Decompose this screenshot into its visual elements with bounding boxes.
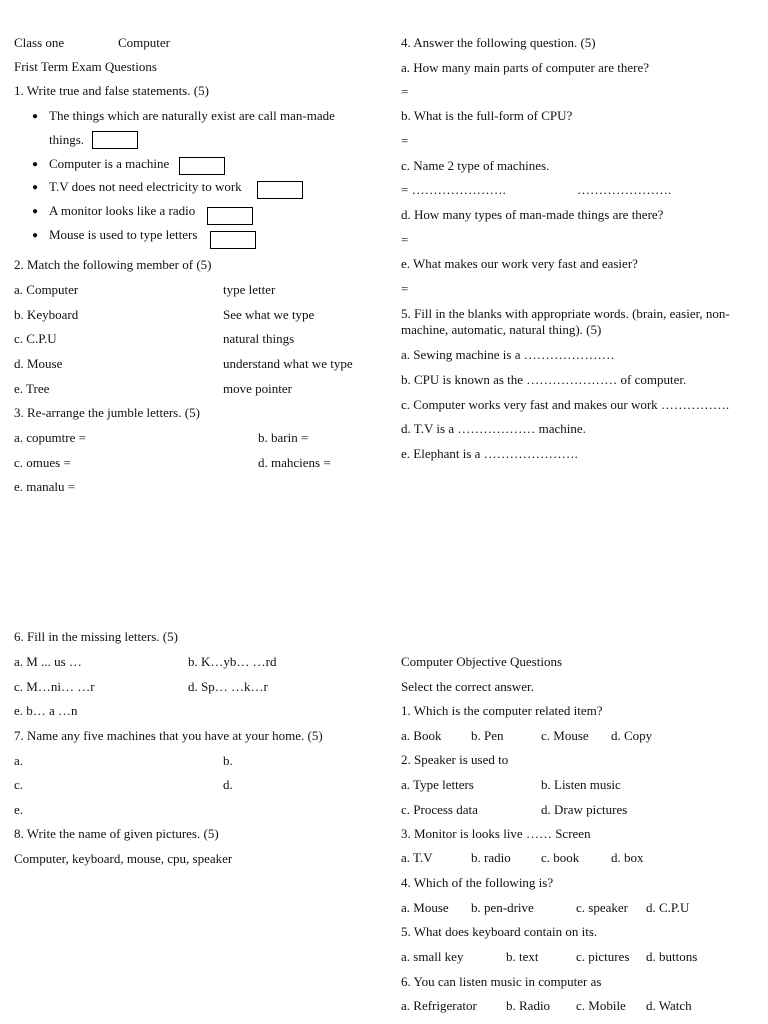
q1-answer-box-1[interactable] [92, 131, 138, 149]
q5-line: c. Computer works very fast and makes our work ……………. [401, 397, 730, 412]
q7-item: c. [14, 777, 24, 792]
q6-item: c. M…ni… …r [14, 679, 95, 694]
mcq-option: b. radio [471, 850, 511, 865]
q5-line: b. CPU is known as the ………………… of computer. [401, 372, 687, 387]
mcq-option: a. small key [401, 949, 464, 964]
mcq-option: a. Mouse [401, 900, 449, 915]
q1-item-5: Mouse is used to type letters [49, 227, 198, 242]
q1-heading: 1. Write true and false statements. (5) [14, 83, 209, 98]
q4-answer-line: = [401, 133, 409, 148]
mcq-option: b. text [506, 949, 539, 964]
mcq-option: d. C.P.U [646, 900, 690, 915]
q5-line: a. Sewing machine is a ………………… [401, 347, 615, 362]
q4-line: e. What makes our work very fast and easier? [401, 256, 638, 271]
mcq-option: c. Mouse [541, 728, 589, 743]
q2-right-item: type letter [223, 282, 276, 297]
mcq-option: d. Copy [611, 728, 653, 743]
q2-right-item: natural things [223, 331, 295, 346]
q2-left-item: c. C.P.U [14, 331, 57, 346]
q1-item-1: The things which are naturally exist are call man-made [49, 108, 335, 123]
q2-right-item: See what we type [223, 307, 315, 322]
mcq-option: a. Refrigerator [401, 998, 477, 1013]
q3-item: d. mahciens = [258, 455, 331, 470]
q5-heading: 5. Fill in the blanks with appropriate words. (brain, easier, non- [401, 306, 730, 321]
q4-line: d. How many types of man-made things are there? [401, 207, 664, 222]
mcq-option: c. Process data [401, 802, 478, 817]
q5-heading-cont: machine, automatic, natural thing). (5) [401, 322, 602, 337]
class-label: Class one [14, 35, 65, 50]
bullet-icon: ● [32, 111, 39, 122]
q6-item: b. K…yb… …rd [188, 654, 277, 669]
q4-answer-line: = …………………. [401, 182, 506, 197]
q7-item: b. [223, 753, 233, 768]
q2-left-item: b. Keyboard [14, 307, 79, 322]
objective-instruction: Select the correct answer. [401, 679, 534, 694]
mcq-option: a. T.V [401, 850, 433, 865]
mcq-option: b. Pen [471, 728, 504, 743]
q7-item: e. [14, 802, 24, 817]
bullet-icon: ● [32, 230, 39, 241]
q1-item-3: T.V does not need electricity to work [49, 179, 242, 194]
mcq-option: c. speaker [576, 900, 628, 915]
mcq-option: c. book [541, 850, 580, 865]
exam-title: Frist Term Exam Questions [14, 59, 157, 74]
q6-item: e. b… a …n [14, 703, 78, 718]
mcq-question: 2. Speaker is used to [401, 752, 509, 767]
q4-answer-line: …………………. [577, 182, 672, 197]
q1-item-4: A monitor looks like a radio [49, 203, 196, 218]
mcq-option: a. Type letters [401, 777, 474, 792]
q2-left-item: d. Mouse [14, 356, 63, 371]
q4-heading: 4. Answer the following question. (5) [401, 35, 596, 50]
q4-line: b. What is the full-form of CPU? [401, 108, 573, 123]
q3-item: c. omues = [14, 455, 71, 470]
mcq-option: c. Mobile [576, 998, 626, 1013]
mcq-question: 1. Which is the computer related item? [401, 703, 603, 718]
q5-line: e. Elephant is a …………………. [401, 446, 578, 461]
mcq-option: c. pictures [576, 949, 630, 964]
q4-answer-line: = [401, 84, 409, 99]
mcq-question: 5. What does keyboard contain on its. [401, 924, 598, 939]
mcq-question: 6. You can listen music in computer as [401, 974, 602, 989]
q1-answer-box-4[interactable] [207, 207, 253, 225]
q2-left-item: e. Tree [14, 381, 50, 396]
q8-word-list: Computer, keyboard, mouse, cpu, speaker [14, 851, 233, 866]
q4-line: c. Name 2 type of machines. [401, 158, 550, 173]
q6-heading: 6. Fill in the missing letters. (5) [14, 629, 178, 644]
mcq-option: d. Draw pictures [541, 802, 628, 817]
q2-left-item: a. Computer [14, 282, 79, 297]
q8-heading: 8. Write the name of given pictures. (5) [14, 826, 219, 841]
q3-heading: 3. Re-arrange the jumble letters. (5) [14, 405, 200, 420]
q1-item-2: Computer is a machine [49, 156, 170, 171]
bullet-icon: ● [32, 159, 39, 170]
q3-item: a. copumtre = [14, 430, 86, 445]
mcq-option: d. Watch [646, 998, 692, 1013]
q2-heading: 2. Match the following member of (5) [14, 257, 212, 272]
subject-label: Computer [118, 35, 170, 50]
q3-item: e. manalu = [14, 479, 76, 494]
bullet-icon: ● [32, 182, 39, 193]
q2-right-item: understand what we type [223, 356, 353, 371]
mcq-option: d. buttons [646, 949, 698, 964]
q4-answer-line: = [401, 232, 409, 247]
q7-item: a. [14, 753, 24, 768]
q6-item: a. M ... us … [14, 654, 82, 669]
q1-answer-box-5[interactable] [210, 231, 256, 249]
q6-item: d. Sp… …k…r [188, 679, 268, 694]
q3-item: b. barin = [258, 430, 309, 445]
q4-line: a. How many main parts of computer are there? [401, 60, 649, 75]
mcq-question: 3. Monitor is looks live …… Screen [401, 826, 591, 841]
mcq-option: b. Radio [506, 998, 551, 1013]
q4-answer-line: = [401, 281, 409, 296]
mcq-option: a. Book [401, 728, 442, 743]
mcq-question: 4. Which of the following is? [401, 875, 554, 890]
mcq-option: d. box [611, 850, 644, 865]
q1-answer-box-3[interactable] [257, 181, 303, 199]
q7-item: d. [223, 777, 233, 792]
q2-right-item: move pointer [223, 381, 292, 396]
q1-item-1-cont: things. [49, 132, 85, 147]
objective-title: Computer Objective Questions [401, 654, 563, 669]
q1-answer-box-2[interactable] [179, 157, 225, 175]
q7-heading: 7. Name any five machines that you have at your home. (5) [14, 728, 323, 743]
mcq-option: b. pen-drive [471, 900, 534, 915]
q5-line: d. T.V is a ……………… machine. [401, 421, 586, 436]
bullet-icon: ● [32, 206, 39, 217]
mcq-option: b. Listen music [541, 777, 621, 792]
